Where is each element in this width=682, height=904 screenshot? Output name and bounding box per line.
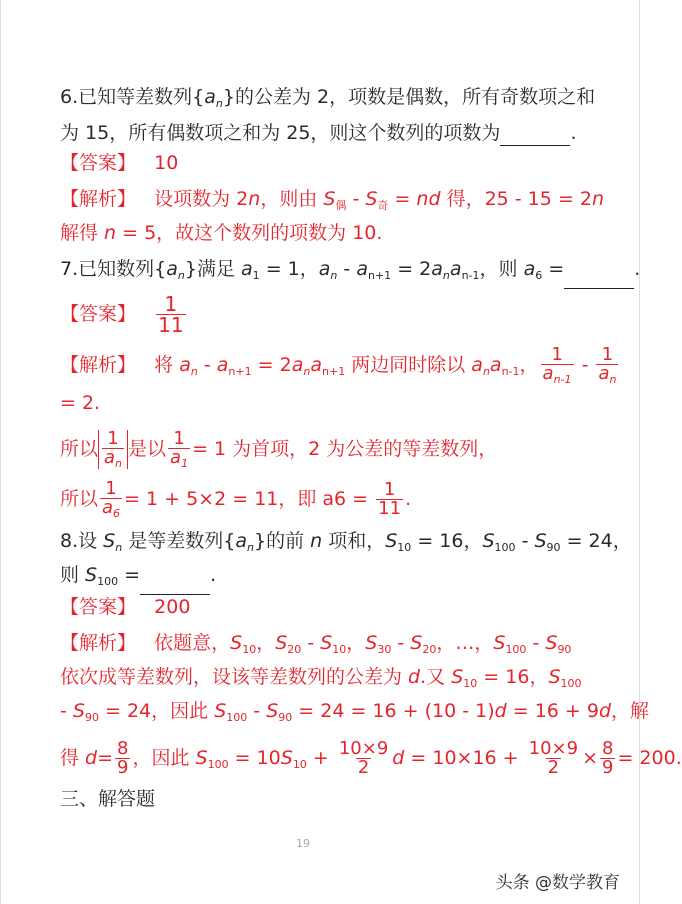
q8-analysis-1: 【解析】 依题意，$S_{10}$，$S_{20} - S_{10}$，$S_{30} - S_{20}$，…，$S_{100} - S_{90}$ [60, 632, 572, 656]
q6-analysis-2: 解得 n = 5，故这个数列的项数为 10. [60, 222, 383, 244]
q6-line1: 6.已知等差数列$\{a_n\}$的公差为 2，项数是偶数，所有奇数项之和 [60, 86, 596, 110]
q8-answer: 【答案】 200 [60, 596, 191, 618]
q6-line2: 为 15，所有偶数项之和为 25，则这个数列的项数为 . [60, 122, 577, 144]
q7-analysis-4: 所以 $\frac{1}{a_6}$ = 1 + 5×2 = 11，即 a6 = $\frac{1}{11}$ . [60, 478, 412, 520]
q8-analysis-3: - $S_{90} = 24$，因此 $S_{100} - S_{90} = 24 = 16 + (10 - 1)d = 16 + 9d$，解 [60, 700, 650, 724]
section-heading: 三、解答题 [60, 788, 156, 810]
page-number: 19 [296, 837, 310, 850]
q6-answer: 【答案】 10 [60, 152, 179, 174]
q7-line1: 7.已知数列$\{a_n\}$满足 $a_1 = 1$，$a_n - a_{n+1} = 2a_na_{n-1}$，则 $a_6$ = . [60, 256, 640, 289]
q8-analysis-2: 依次成等差数列，设该等差数列的公差为 d.又 $S_{10} = 16$，$S_{100}$ [60, 666, 582, 690]
q7-analysis-2: = 2. [60, 392, 101, 414]
q8-line1: 8.设 $S_n$ 是等差数列$\{a_n\}$的前 n 项和，$S_{10} = 16$，$S_{100} - S_{90} = 24$， [60, 530, 632, 554]
q7-analysis-3: 所以 $\frac{1}{a_n}$ 是以 $\frac{1}{a_1}$ = 1 为首项，2 为公差的等差数列， [60, 428, 498, 470]
q6-analysis-1: 【解析】 设项数为 2n，则由 $S_偶 - S_奇$ = nd 得，25 - 15 = 2n [60, 188, 604, 212]
watermark: 头条 @数学教育 [495, 873, 620, 893]
q7-answer: 【答案】 $\frac{1}{11}$ [60, 292, 184, 337]
q7-analysis-1: 【解析】 将 $a_n - a_{n+1} = 2a_na_{n+1}$ 两边同时除以 $a_na_{n-1}$， $\frac{1}{a_{n-1}}$ - $\frac{1}{a_n}$ [60, 344, 617, 386]
q8-line2: 则 $S_{100}$ = . [60, 562, 216, 595]
q8-analysis-4: 得 d= $\frac{8}{9}$ ，因此 $S_{100} = 10S_{10}$ + $\frac{10\times 9}{2}$ d = 10×16 + $\frac{10\times 9}{2}$ × $\frac{8}{9}$ = 200. [60, 738, 682, 778]
